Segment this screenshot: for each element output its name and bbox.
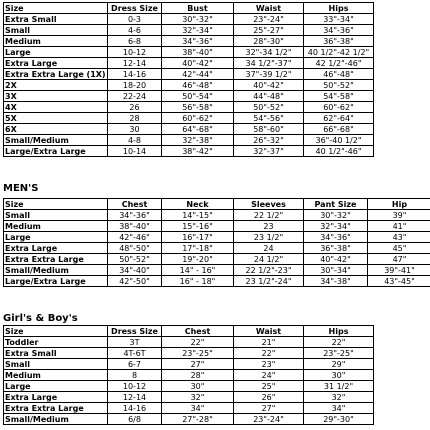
measurement-cell: 38"-40" [162,47,234,58]
table-row [4,265,430,276]
men-size-section [3,198,430,287]
column-header: Chest [162,326,234,337]
measurement-cell: 40"-42" [304,254,368,265]
size-label-cell: Toddler [4,337,108,348]
measurement-cell: 54"-58" [304,91,374,102]
size-label-cell: Small/Medium [4,265,108,276]
measurement-cell: 62"-64" [304,113,374,124]
measurement-cell: 17"-18" [162,243,234,254]
measurement-cell: 31 1/2" [304,381,374,392]
size-label-cell: 4X [4,102,108,113]
measurement-cell: 30"-34" [304,265,368,276]
measurement-cell: 36"-40 1/2" [304,135,374,146]
measurement-cell: 22 1/2"-23" [234,265,304,276]
column-header: Dress Size [108,3,162,14]
measurement-cell: 45" [368,243,430,254]
table-row [4,210,430,221]
measurement-cell: 6-8 [108,36,162,47]
measurement-cell: 58"-60" [234,124,304,135]
size-label-cell: Large/Extra Large [4,276,108,287]
column-header: Waist [234,326,304,337]
measurement-cell: 19"-20" [162,254,234,265]
measurement-cell: 16" - 18" [162,276,234,287]
table-row [4,370,374,381]
size-label-cell: Small [4,359,108,370]
measurement-cell: 24" [234,370,304,381]
column-header: Neck [162,199,234,210]
table-row [4,243,430,254]
measurement-cell: 32" [162,392,234,403]
measurement-cell: 0-3 [108,14,162,25]
measurement-cell: 32" [304,392,374,403]
measurement-cell: 40 1/2"-46" [304,146,374,157]
measurement-cell: 47" [368,254,430,265]
measurement-cell: 36"-38" [304,36,374,47]
measurement-cell: 34 1/2"-37" [234,58,304,69]
measurement-cell: 38"-40" [108,221,162,232]
size-label-cell: Extra Extra Large [4,254,108,265]
measurement-cell: 21" [234,337,304,348]
measurement-cell: 30 [108,124,162,135]
table-row [4,47,374,58]
measurement-cell: 8 [108,370,162,381]
men-size-table [3,198,430,287]
column-header: Size [4,326,108,337]
size-label-cell: Medium [4,370,108,381]
size-label-cell: 2X [4,80,108,91]
measurement-cell: 12-14 [108,58,162,69]
measurement-cell: 32"-38" [162,135,234,146]
measurement-cell: 30"-32" [162,14,234,25]
size-label-cell: Extra Small [4,348,108,359]
table-row [4,135,374,146]
size-label-cell: Large [4,47,108,58]
measurement-cell: 6/8 [108,414,162,425]
table-row [4,232,430,243]
size-label-cell: Large [4,381,108,392]
women-size-section [3,2,374,157]
measurement-cell: 34" [162,403,234,414]
measurement-cell: 10-12 [108,381,162,392]
measurement-cell: 39" [368,210,430,221]
measurement-cell: 25"-27" [234,25,304,36]
size-label-cell: Extra Extra Large (1X) [5,69,106,79]
measurement-cell: 10-12 [108,47,162,58]
measurement-cell: 4-6 [108,25,162,36]
column-header: Hip [368,199,430,210]
size-label-cell: Small/Medium [4,135,108,146]
measurement-cell: 34"-36" [108,210,162,221]
header-row [4,326,374,337]
table-row [4,58,374,69]
table-row [4,14,374,25]
measurement-cell: 18-20 [108,80,162,91]
size-label-cell: 3X [4,91,108,102]
measurement-cell: 41" [368,221,430,232]
measurement-cell: 14" - 16" [162,265,234,276]
column-header: Size [4,3,108,14]
table-row [4,381,374,392]
measurement-cell: 56"-58" [162,102,234,113]
measurement-cell: 34"-38" [304,276,368,287]
header-row [4,3,374,14]
table-row [4,359,374,370]
measurement-cell: 15"-16" [162,221,234,232]
size-label-cell: Medium [4,36,108,47]
table-row [4,80,374,91]
measurement-cell: 26"-32" [234,135,304,146]
measurement-cell: 34"-36" [304,25,374,36]
table-row [4,36,374,47]
measurement-cell: 23 [234,221,304,232]
measurement-cell: 23"-24" [234,14,304,25]
measurement-cell: 30"-32" [304,210,368,221]
women-size-table [3,2,374,157]
column-header: Dress Size [108,326,162,337]
measurement-cell: 43"-45" [368,276,430,287]
measurement-cell: 34"-36" [304,232,368,243]
measurement-cell: 30" [162,381,234,392]
measurement-cell: 34"-36" [162,36,234,47]
measurement-cell: 40"-42" [162,58,234,69]
measurement-cell: 23"-25" [304,348,374,359]
men-heading: MEN'S [3,183,39,194]
measurement-cell: 12-14 [108,392,162,403]
measurement-cell: 27" [234,403,304,414]
measurement-cell: 22-24 [108,91,162,102]
table-row [4,221,430,232]
measurement-cell: 26" [234,392,304,403]
column-header: Sleeves [234,199,304,210]
column-header: Bust [162,3,234,14]
measurement-cell: 28" [162,370,234,381]
measurement-cell: 10-14 [108,146,162,157]
measurement-cell: 27"-28" [162,414,234,425]
table-row [4,414,374,425]
measurement-cell: 43" [368,232,430,243]
measurement-cell: 40"-42" [234,80,304,91]
size-label-cell: 5X [4,113,108,124]
measurement-cell: 32"-34" [162,25,234,36]
table-row [4,337,374,348]
measurement-cell: 54"-56" [234,113,304,124]
measurement-cell: 44"-48" [234,91,304,102]
column-header: Size [4,199,108,210]
measurement-cell: 64"-68" [162,124,234,135]
measurement-cell: 50"-52" [108,254,162,265]
table-row [4,113,374,124]
kids-size-table [3,325,374,425]
measurement-cell: 50"-54" [162,91,234,102]
measurement-cell: 60"-62" [304,102,374,113]
measurement-cell: 46"-48" [304,69,374,80]
size-label-cell: Extra Large [4,58,108,69]
measurement-cell: 4-8 [108,135,162,146]
size-label-cell: Small/Medium [4,414,108,425]
size-label-cell: Extra Large [4,392,108,403]
measurement-cell: 32"-37" [234,146,304,157]
measurement-cell: 25" [234,381,304,392]
size-label-cell: Extra Small [4,14,108,25]
table-row [4,254,430,265]
header-row [4,199,430,210]
table-row [4,403,374,414]
column-header: Chest [108,199,162,210]
table-row [4,91,374,102]
column-header: Hips [304,3,374,14]
measurement-cell: 22" [162,337,234,348]
measurement-cell: 42 1/2"-46" [304,58,374,69]
size-label-cell: Small [4,25,108,36]
table-row [4,146,374,157]
measurement-cell: 22" [234,348,304,359]
measurement-cell: 48"-50" [108,243,162,254]
measurement-cell: 34"-40" [108,265,162,276]
measurement-cell: 46"-48" [162,80,234,91]
measurement-cell: 14-16 [108,69,162,80]
measurement-cell: 23 1/2"-24" [234,276,304,287]
measurement-cell: 42"-46" [108,232,162,243]
measurement-cell: 37"-39 1/2" [234,69,304,80]
measurement-cell: 23" [234,359,304,370]
measurement-cell: 24 1/2" [234,254,304,265]
column-header: Pant Size [304,199,368,210]
measurement-cell: 28 [108,113,162,124]
measurement-cell: 66"-68" [304,124,374,135]
table-row [4,392,374,403]
measurement-cell: 29"-30" [304,414,374,425]
table-row [4,102,374,113]
measurement-cell: 32"-34" [304,221,368,232]
measurement-cell: 42"-50" [108,276,162,287]
table-row [4,25,374,36]
measurement-cell: 34" [304,403,374,414]
measurement-cell: 3T [108,337,162,348]
size-label-cell: 6X [4,124,108,135]
table-row [4,69,374,80]
measurement-cell: 16"-17" [162,232,234,243]
measurement-cell: 33"-34" [304,14,374,25]
size-label-cell: Medium [4,221,108,232]
table-row [4,348,374,359]
measurement-cell: 24 [234,243,304,254]
measurement-cell: 26 [108,102,162,113]
measurement-cell: 36"-38" [304,243,368,254]
measurement-cell: 14-16 [108,403,162,414]
measurement-cell: 4T-6T [108,348,162,359]
measurement-cell: 28"-30" [234,36,304,47]
measurement-cell: 23"-24" [234,414,304,425]
measurement-cell: 60"-62" [162,113,234,124]
kids-size-section [3,325,374,425]
measurement-cell: 50"-52" [304,80,374,91]
size-label-cell: Extra Large [4,243,108,254]
measurement-cell: 40 1/2"-42 1/2" [304,47,374,58]
measurement-cell: 23 1/2" [234,232,304,243]
measurement-cell: 42"-44" [162,69,234,80]
size-label-cell: Large/Extra Large [4,146,108,157]
size-label-cell: Small [4,210,108,221]
table-row [4,124,374,135]
column-header: Waist [234,3,304,14]
column-header: Hips [304,326,374,337]
measurement-cell: 32"-34 1/2" [234,47,304,58]
measurement-cell: 29" [304,359,374,370]
measurement-cell: 39"-41" [368,265,430,276]
measurement-cell: 14"-15" [162,210,234,221]
table-row [4,276,430,287]
measurement-cell: 22" [304,337,374,348]
measurement-cell: 50"-52" [234,102,304,113]
kids-heading: Girl's & Boy's [3,313,78,324]
size-label-cell: Large [4,232,108,243]
measurement-cell: 38"-42" [162,146,234,157]
measurement-cell: 23"-25" [162,348,234,359]
measurement-cell: 27" [162,359,234,370]
measurement-cell: 6-7 [108,359,162,370]
measurement-cell: 30" [304,370,374,381]
size-label-cell: Extra Extra Large [4,403,108,414]
measurement-cell: 22 1/2" [234,210,304,221]
